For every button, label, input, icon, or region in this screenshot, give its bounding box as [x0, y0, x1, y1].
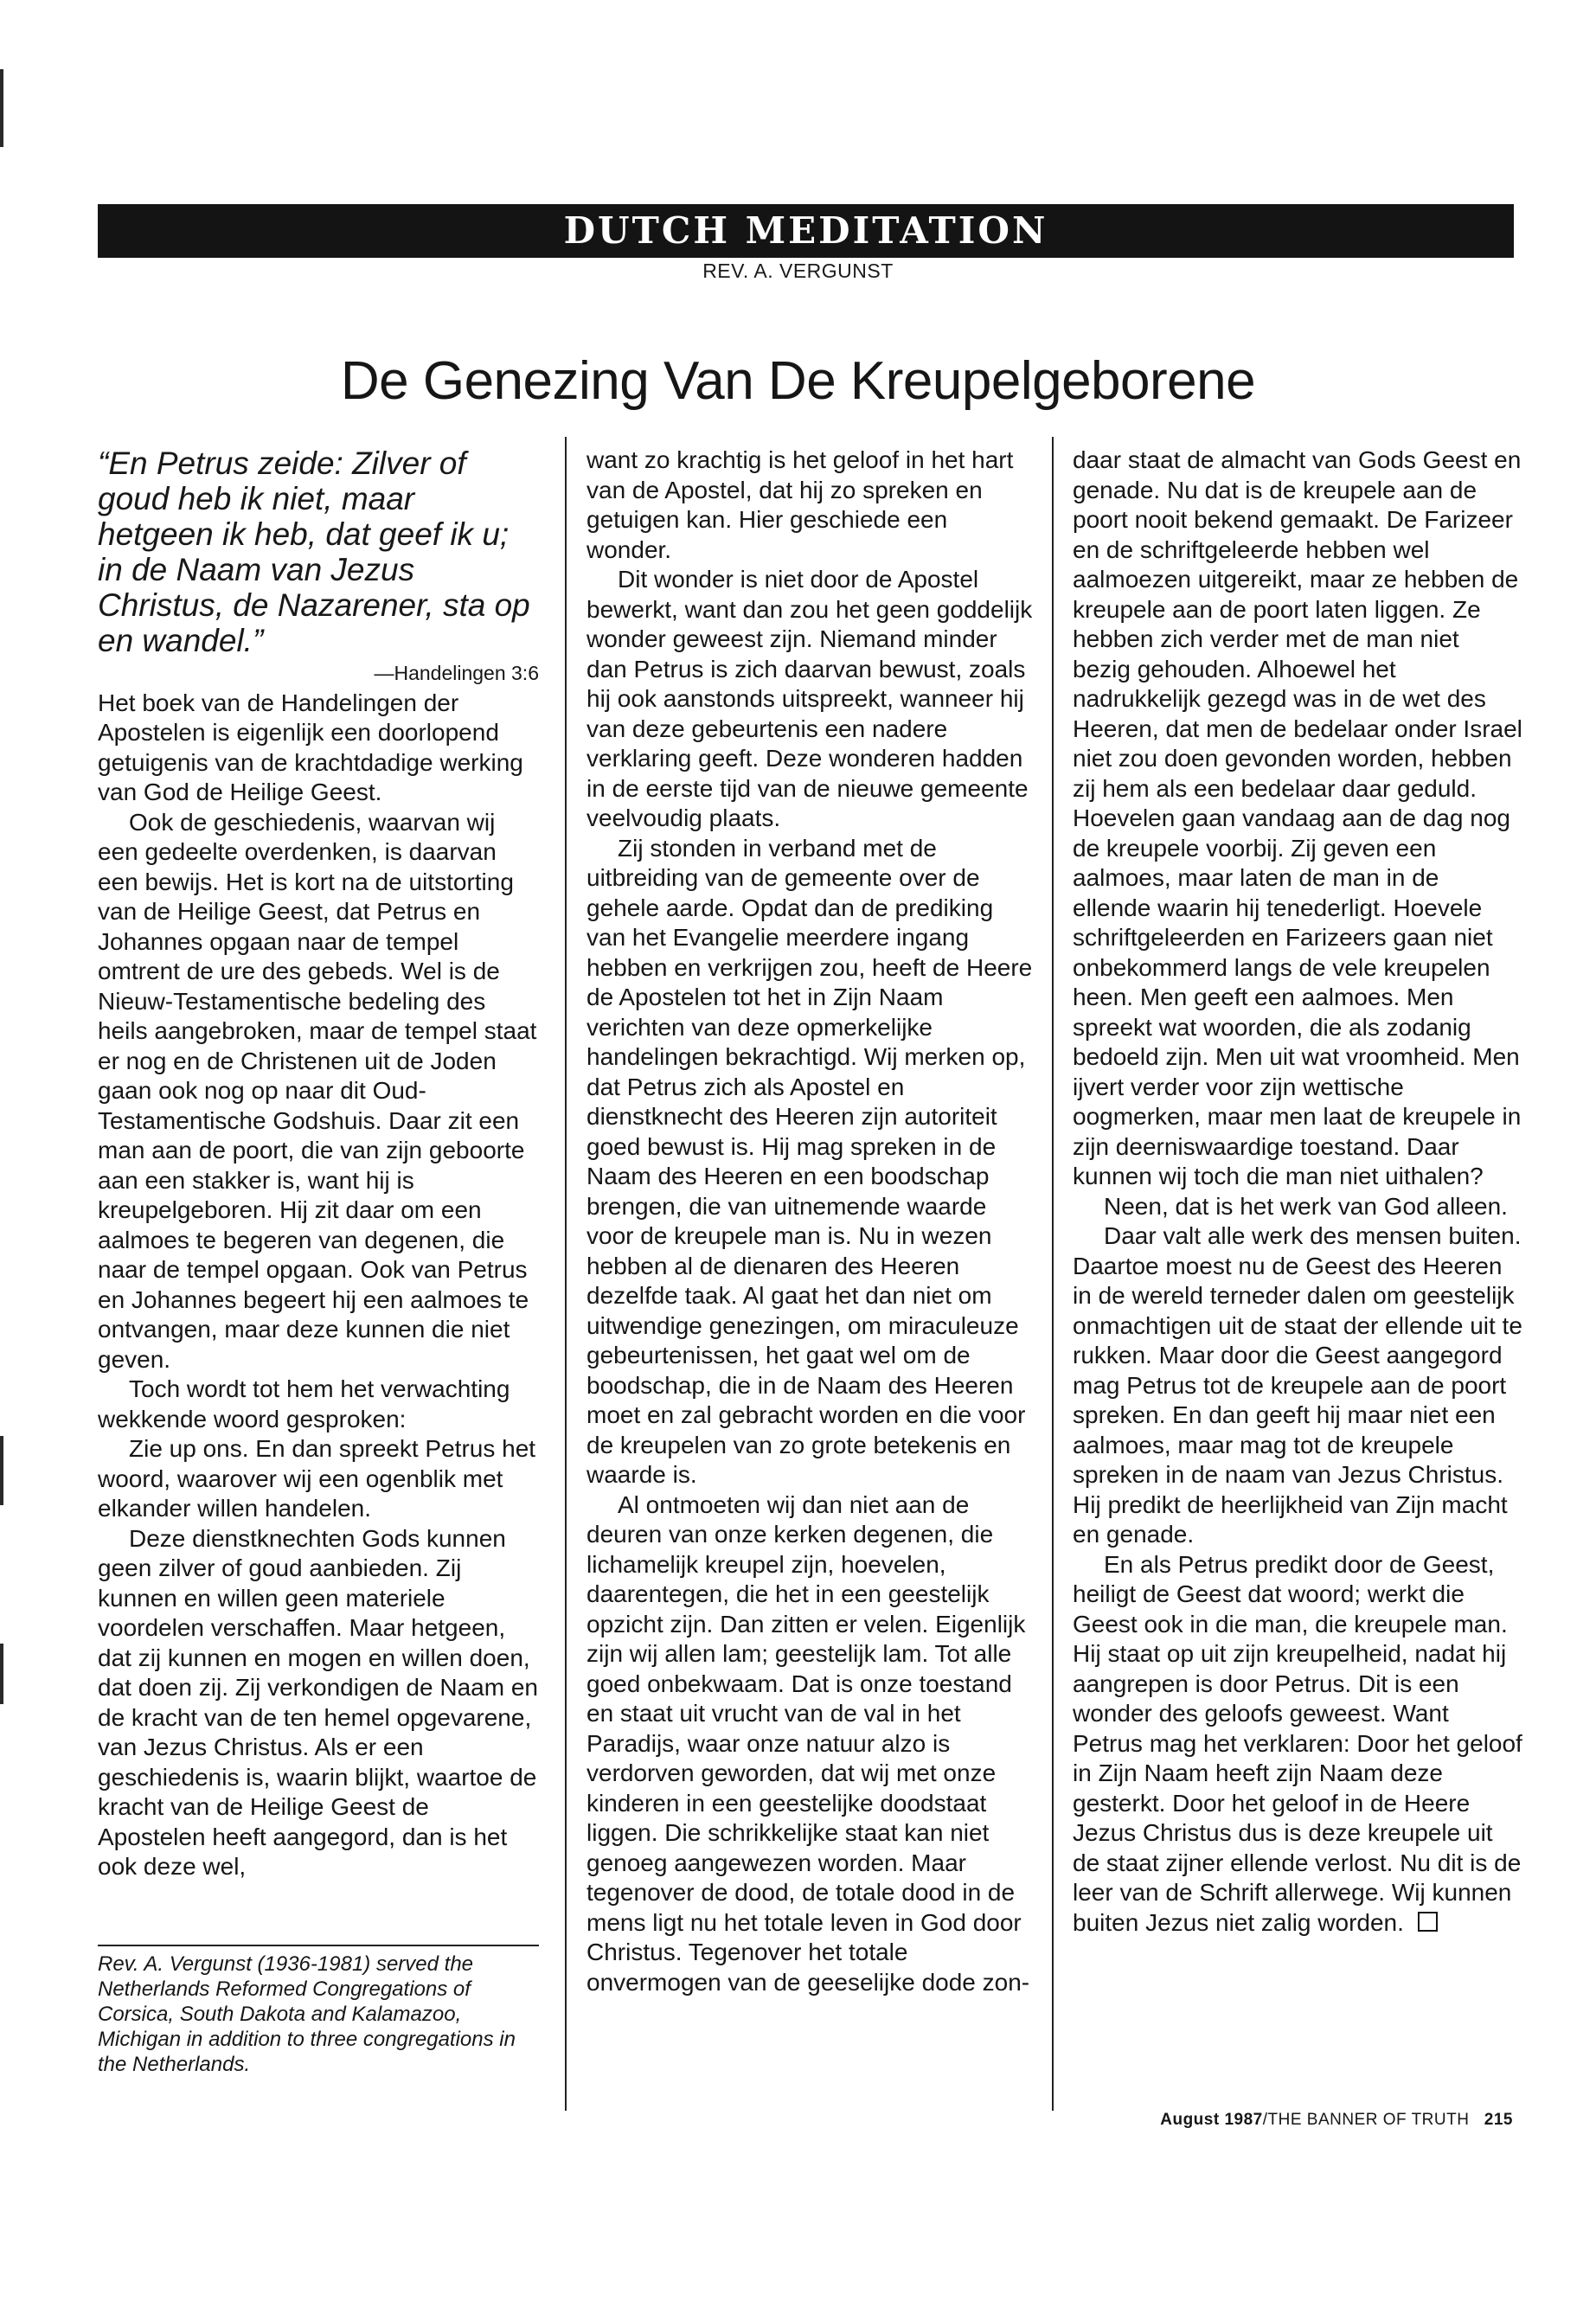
author-note: Rev. A. Vergunst (1936-1981) served the Netherlands Reformed Congregations of Corsica, South Dakota and Kalamazoo, Michigan in addition to three congregations in the Netherlands. [98, 1952, 516, 2076]
scan-edge-mark [0, 1644, 3, 1704]
paragraph: Neen, dat is het werk van God alleen. [1104, 1192, 1508, 1220]
paragraph: Deze dienstknechten Gods kunnen geen zilver of goud aanbieden. Zij kunnen en willen geen materiele voordelen verschaffen. Maar hetgeen, dat zij kunnen en mogen en willen doen, dat doen zij. Zij verkondigen de Naam en de kracht van de ten hemel opgevarene, van Jezus Christus. Als er een geschiedenis is, waarin blijkt, waartoe de kracht van de Heilige Geest de Apostelen heeft aangegord, dan is het ook deze wel, [98, 1524, 538, 1880]
paragraph-final [1073, 1550, 1522, 1939]
epigraph-quote: “En Petrus zeide: Zilver of goud heb ik niet, maar hetgeen ik heb, dat geef ik u; in de Naam van Jezus Christus, de Nazarener, sta op en wandel.” [98, 445, 530, 658]
scan-edge-mark [0, 69, 3, 147]
paragraph: Het boek van de Handelingen der Apostelen is eigenlijk een doorlopend getuigenis van de krachtdadige werking van God de Heilige Geest. [98, 689, 523, 805]
author-byline: REV. A. VERGUNST [702, 260, 894, 282]
article-title: De Genezing Van De Kreupelgeborene [340, 351, 1256, 411]
page-footer [1160, 2111, 1513, 2130]
column-divider [565, 437, 567, 2111]
page-number: 215 [1484, 2111, 1513, 2129]
column-3 [1073, 445, 1522, 1938]
note-divider [98, 1945, 539, 1946]
column-divider [1052, 437, 1054, 2111]
paragraph: Toch wordt tot hem het verwachting wekkende woord gesproken: [98, 1375, 510, 1433]
paragraph-text: En als Petrus predikt door de Geest, heiligt de Geest dat woord; werkt die Geest ook in die man, die kreupele man. Hij staat op uit zijn kreupelheid, nadat hij aangrepen is door Petrus. Dit is een wonder des geloofs geweest. Want Petrus mag het verklaren: Door het geloof in Zijn Naam heeft zijn Naam deze gesterkt. Door het geloof in de Heere Jezus Christus dus is deze kreupele uit de staat zijner ellende verlost. Nu dit is de leer van de Schrift allerwege. Wij kunnen buiten Jezus niet zalig worden. [1073, 1550, 1522, 1936]
paragraph: Al ontmoeten wij dan niet aan de deuren van onze kerken degenen, die lichamelijk kreupel zijn, hoevelen, daarentegen, die het in een geestelijk opzicht zijn. Dan zitten er velen. Eigenlijk zijn wij allen lam; geestelijk lam. Tot alle goed onbekwaam. Dat is onze toestand en staat uit vrucht van de val in het Paradijs, waar onze natuur alzo is verdorven geworden, dat wij met onze kinderen in een geestelijke doodstaat liggen. Die schrikkelijke staat kan niet genoeg aangewezen worden. Maar tegenover de dood, de totale dood in de mens ligt nu het totale leven in God door Christus. Tegenover het totale onvermogen van de geeselijke dode zon- [586, 1490, 1030, 1996]
footer-publication: /THE BANNER OF TRUTH [1262, 2111, 1470, 2129]
epigraph-source: —Handelingen 3:6 [374, 662, 539, 684]
section-banner: DUTCH MEDITATION [98, 204, 1514, 258]
column-1 [98, 445, 539, 1882]
paragraph: Zie up ons. En dan spreekt Petrus het woord, waarover wij een ogenblik met elkander willen handelen. [98, 1435, 536, 1522]
column-2 [586, 445, 1036, 1997]
paragraph: Dit wonder is niet door de Apostel bewerkt, want dan zou het geen goddelijk wonder geweest zijn. Niemand minder dan Petrus is zich daarvan bewust, zoals hij ook aanstonds uitspreekt, wanneer hij van deze gebeurtenis een nadere verklaring geeft. Deze wonderen hadden in de eerste tijd van de nieuwe gemeente veelvoudig plaats. [586, 566, 1033, 831]
paragraph: Daar valt alle werk des mensen buiten. Daartoe moest nu de Geest des Heeren in de wereld terneder dalen om geestelijk onmachtigen uit de staat der ellende uit te rukken. Maar door die Geest aangegord mag Petrus tot de kreupele aan de poort spreken. En dan geeft hij maar niet een aalmoes, maar mag tot de kreupele spreken in de naam van Jezus Christus. Hij predikt de heerlijkheid van Zijn macht en genade. [1073, 1222, 1522, 1548]
paragraph: Ook de geschiedenis, waarvan wij een gedeelte overdenken, is daarvan een bewijs. Het is kort na de uitstorting van de Heilige Geest, dat Petrus en Johannes opgaan naar de tempel omtrent de ure des gebeds. Wel is de Nieuw-Testamentische bedeling des heils aangebroken, maar de tempel staat er nog en de Christenen uit de Joden gaan ook nog op naar dit Oud-Testamentische Godshuis. Daar zit een man aan de poort, die van zijn geboorte aan een stakker is, want hij is kreupelgeboren. Hij zit daar om een aalmoes te begeren van degenen, die naar de tempel opgaan. Ook van Petrus en Johannes begeert hij een aalmoes te ontvangen, maar deze kunnen die niet geven. [98, 808, 537, 1373]
end-mark-icon [1418, 1912, 1438, 1932]
scan-edge-mark [0, 1436, 3, 1505]
paragraph: Zij stonden in verband met de uitbreiding van de gemeente over de gehele aarde. Opdat dan de prediking van het Evangelie meerdere ingang hebben en verkrijgen zou, heeft de Heere de Apostelen tot het in Zijn Naam verichten van deze opmerkelijke handelingen bekrachtigd. Wij merken op, dat Petrus zich als Apostel en dienstknecht des Heeren zijn autoriteit goed bewust is. Hij mag spreken in de Naam des Heeren en een boodschap brengen, die van uitnemende waarde voor de kreupele man is. Nu in wezen hebben al de dienaren des Heeren dezelfde taak. Al gaat het dan niet om uitwendige genezingen, om miraculeuze gebeurtenissen, het gaat wel om de boodschap, die in de Naam des Heeren moet en zal gebracht worden en die voor de kreupelen van zo grote betekenis en waarde is. [586, 834, 1033, 1488]
paragraph: daar staat de almacht van Gods Geest en genade. Nu dat is de kreupele aan de poort nooit bekend gemaakt. De Farizeer en de schriftgeleerde hebben wel aalmoezen uitgereikt, maar ze hebben de kreupele aan de poort laten liggen. Ze hebben zich verder met de man niet bezig gehouden. Alhoewel het nadrukkelijk gezegd was in de wet des Heeren, dat men de bedelaar onder Israel niet zou doen gevonden worden, hebben zij hem als een bedelaar daar geduld. Hoevelen gaan vandaag aan de dag nog de kreupele voorbij. Zij geven een aalmoes, maar laten de man in de ellende waarin hij tenederligt. Hoevele schriftgeleerden en Farizeers gaan niet onbekommerd langs de vele kreupelen heen. Men geeft een aalmoes. Men spreekt wat woorden, die als zodanig bedoeld zijn. Men uit wat vroomheid. Men ijvert verder voor zijn wettische oogmerken, maar men laat de kreupele in zijn deerniswaardige toestand. Daar kunnen wij toch die man niet uithalen? [1073, 446, 1522, 1189]
footer-date: August 1987 [1160, 2111, 1263, 2129]
paragraph: want zo krachtig is het geloof in het hart van de Apostel, dat hij zo spreken en getuigen kan. Hier geschiede een wonder. [586, 446, 1014, 563]
